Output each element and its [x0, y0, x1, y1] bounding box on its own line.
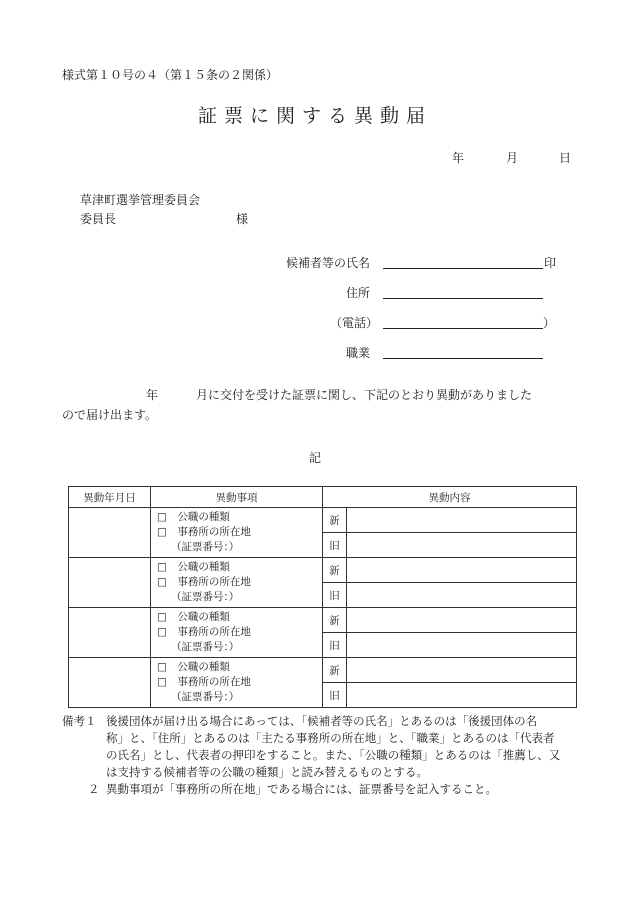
date-month-label: 月	[506, 151, 519, 165]
note-line-4: は支持する候補者等の公職の種類」と読み替えるものとする。	[106, 765, 428, 779]
body-text-line2: ので届け出ます。	[62, 408, 158, 422]
change-items-cell	[151, 608, 323, 658]
new-content-cell[interactable]	[347, 658, 577, 683]
notes	[62, 713, 560, 798]
note-line-1: 後援団体が届け出る場合にあっては、「候補者等の氏名」とあるのは「後援団体の名	[106, 714, 538, 728]
note-line-5: 異動事項が「事務所の所在地」である場合には、証票番号を記入すること。	[106, 782, 497, 796]
date-day-label: 日	[559, 151, 572, 165]
address-field[interactable]	[383, 298, 543, 299]
phone-field[interactable]	[383, 328, 543, 329]
change-date-cell[interactable]	[69, 658, 151, 708]
old-content-cell[interactable]	[347, 533, 577, 558]
change-items-cell	[151, 508, 323, 558]
certificate-number: （証票番号：）	[171, 591, 240, 603]
body-text-line1: 月に交付を受けた証票に関し、下記のとおり異動がありました	[196, 388, 533, 402]
header-change-content: 異動内容	[323, 487, 577, 508]
change-date-cell[interactable]	[69, 558, 151, 608]
recipient-org: 草津町選挙管理委員会	[80, 193, 201, 207]
old-content-cell[interactable]	[347, 583, 577, 608]
occupation-field[interactable]	[383, 358, 543, 359]
certificate-number: （証票番号：）	[171, 691, 240, 703]
new-label: 新	[323, 658, 347, 683]
new-label: 新	[323, 608, 347, 633]
checkbox-office-type[interactable]: □ 公職の種類	[157, 561, 230, 573]
header-change-item: 異動事項	[151, 487, 323, 508]
ki-heading: 記	[308, 451, 321, 465]
note-line-3: の氏名」とし、代表者の押印をすること。また、「公職の種類」とあるのは「推薦し、又	[106, 748, 561, 762]
old-label: 旧	[323, 633, 347, 658]
header-change-date: 異動年月日	[69, 487, 151, 508]
checkbox-office-location[interactable]: □ 事務所の所在地	[157, 526, 251, 538]
checkbox-office-location[interactable]: □ 事務所の所在地	[157, 676, 251, 688]
new-content-cell[interactable]	[347, 608, 577, 633]
old-label: 旧	[323, 683, 347, 708]
change-date-cell[interactable]	[69, 608, 151, 658]
checkbox-office-location[interactable]: □ 事務所の所在地	[157, 576, 251, 588]
note-line-2: 称」と、「住所」とあるのは「主たる事務所の所在地」と、「職業」とあるのは「代表者	[106, 731, 555, 745]
new-content-cell[interactable]	[347, 558, 577, 583]
change-date-cell[interactable]	[69, 508, 151, 558]
checkbox-office-location[interactable]: □ 事務所の所在地	[157, 626, 251, 638]
new-label: 新	[323, 558, 347, 583]
checkbox-office-type[interactable]: □ 公職の種類	[157, 611, 230, 623]
old-content-cell[interactable]	[347, 633, 577, 658]
old-content-cell[interactable]	[347, 683, 577, 708]
form-number: 様式第１０号の４（第１５条の２関係）	[62, 68, 279, 82]
note-label-1: 備考１	[62, 714, 97, 728]
seal-mark: 印	[544, 256, 557, 270]
old-label: 旧	[323, 583, 347, 608]
phone-label: （電話）	[329, 316, 378, 330]
change-items-cell	[151, 558, 323, 608]
change-items-cell	[151, 658, 323, 708]
change-table	[68, 486, 577, 708]
new-label: 新	[323, 508, 347, 533]
recipient-position: 委員長	[80, 212, 117, 226]
address-label: 住所	[345, 286, 370, 300]
name-label: 候補者等の氏名	[285, 256, 370, 270]
body-year: 年	[146, 388, 159, 402]
new-content-cell[interactable]	[347, 508, 577, 533]
note-label-2: ２	[88, 782, 100, 796]
occupation-label: 職業	[345, 346, 370, 360]
date-year-label: 年	[452, 151, 465, 165]
page-title: 証票に関する異動届	[197, 105, 432, 127]
checkbox-office-type[interactable]: □ 公職の種類	[157, 511, 230, 523]
old-label: 旧	[323, 533, 347, 558]
certificate-number: （証票番号：）	[171, 641, 240, 653]
recipient-honorific: 様	[236, 212, 249, 226]
name-field[interactable]	[383, 268, 543, 269]
checkbox-office-type[interactable]: □ 公職の種類	[157, 661, 230, 673]
phone-close: ）	[543, 316, 556, 330]
certificate-number: （証票番号：）	[171, 541, 240, 553]
